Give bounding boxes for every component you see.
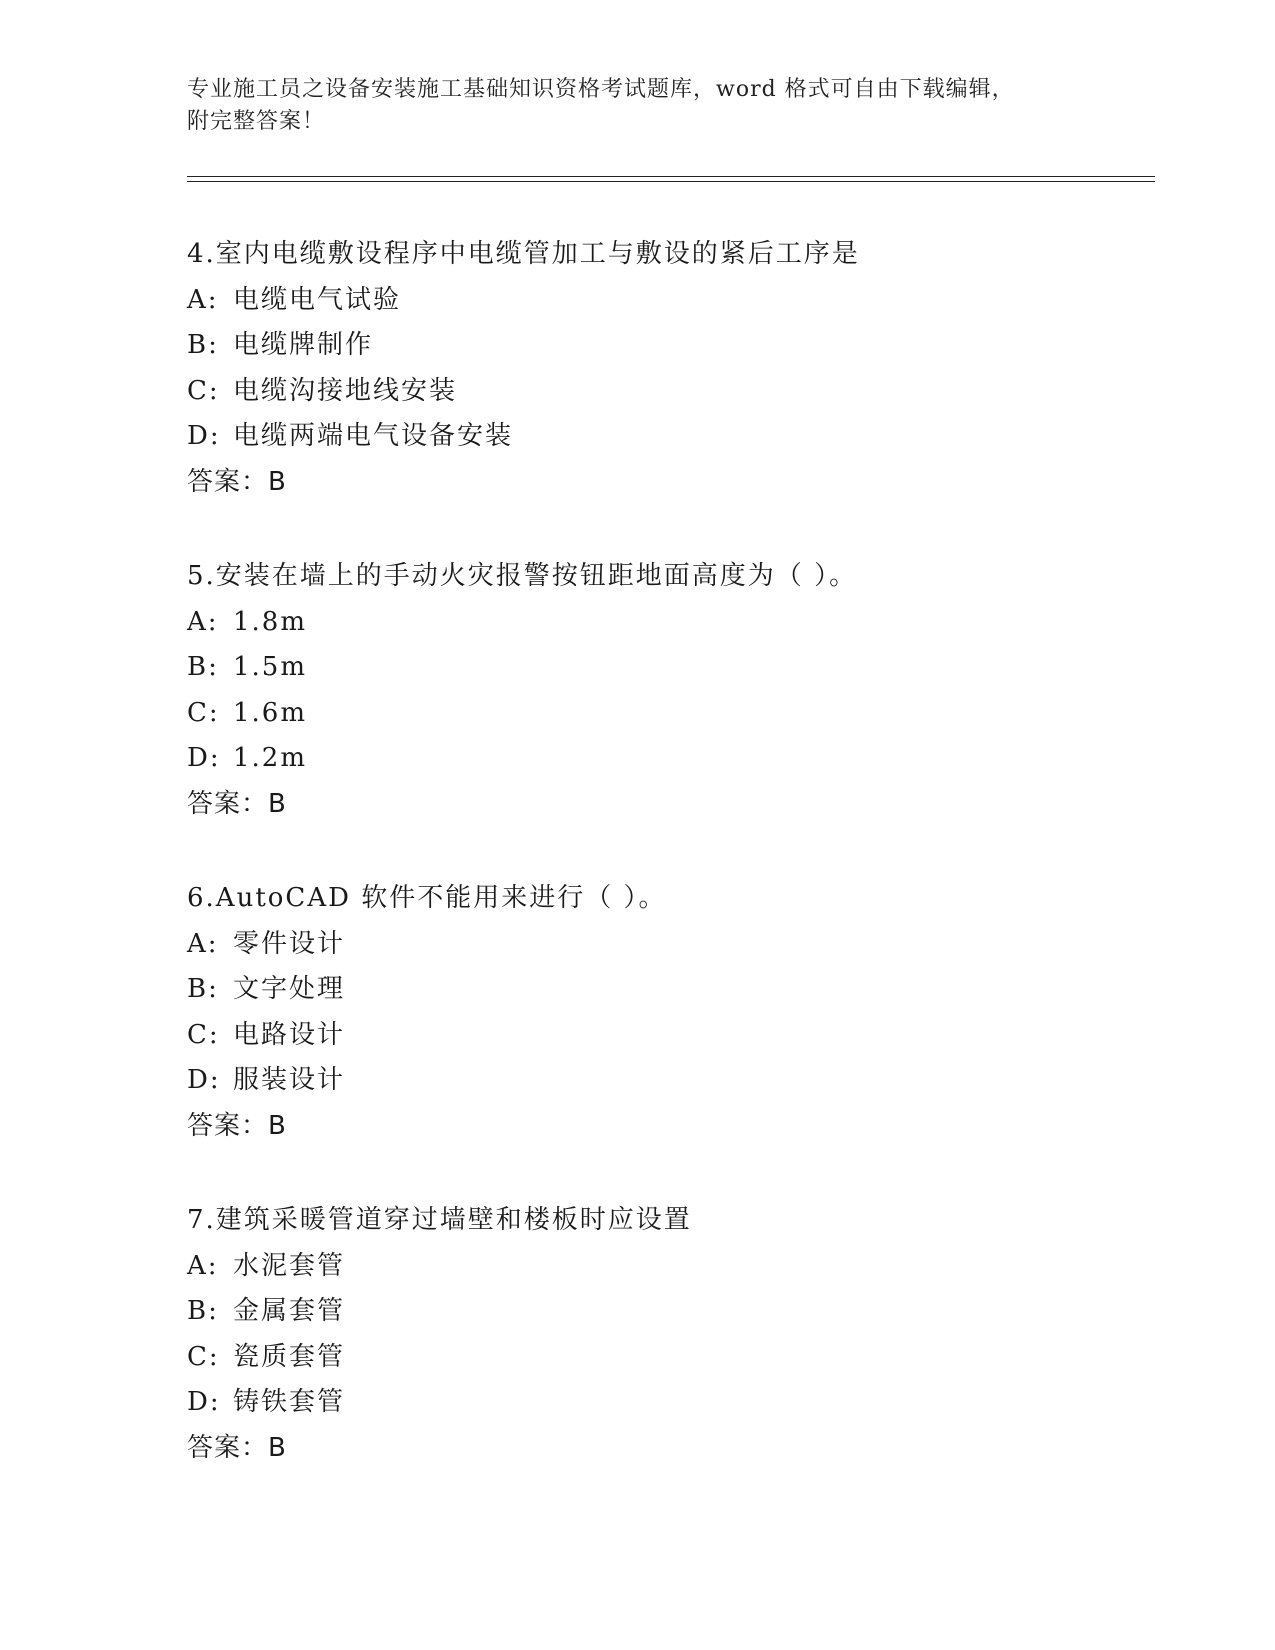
option-c: [187, 375, 1147, 407]
option-text: 电缆沟接地线安装: [233, 375, 458, 406]
option-letter: C:: [187, 697, 220, 728]
question-stem: 5.安装在墙上的手动火灾报警按钮距地面高度为（ ）。: [187, 561, 858, 591]
option-a: [187, 284, 1147, 316]
question-stem: 7.建筑采暖管道穿过墙壁和楼板时应设置: [187, 1205, 692, 1235]
option-text: 1.5m: [233, 652, 308, 682]
question-4: [187, 238, 1147, 498]
option-letter: B:: [187, 652, 219, 682]
option-c: [187, 697, 1147, 729]
option-text: 1.6m: [233, 697, 308, 728]
header-divider-top: [187, 176, 1155, 177]
option-letter: A:: [187, 1250, 219, 1281]
header-line-2: 附完整答案！: [187, 109, 326, 134]
option-text: 服装设计: [233, 1065, 346, 1095]
option-text: 文字处理: [233, 974, 346, 1004]
option-a: [187, 1250, 1147, 1282]
question-stem: 6.AutoCAD 软件不能用来进行（ ）。: [187, 883, 667, 913]
option-b: [187, 973, 1147, 1005]
option-a: [187, 928, 1147, 960]
option-d: [187, 420, 1147, 452]
option-c: [187, 1019, 1147, 1051]
option-text: 零件设计: [233, 928, 346, 959]
option-c: [187, 1341, 1147, 1373]
option-text: 水泥套管: [233, 1250, 346, 1281]
option-text: 电缆牌制作: [233, 330, 374, 360]
question-stem: 4.室内电缆敷设程序中电缆管加工与敷设的紧后工序是: [187, 239, 860, 269]
option-letter: B:: [187, 330, 219, 360]
option-text: 1.2m: [233, 743, 308, 773]
option-letter: D:: [187, 743, 221, 773]
option-text: 电缆电气试验: [233, 284, 402, 315]
option-letter: C:: [187, 1341, 220, 1372]
option-letter: D:: [187, 1387, 221, 1417]
option-text: 1.8m: [233, 606, 308, 637]
option-letter: D:: [187, 421, 221, 451]
option-b: [187, 1295, 1147, 1327]
header-divider-bottom: [187, 181, 1155, 182]
option-text: 铸铁套管: [233, 1387, 346, 1417]
option-text: 电缆两端电气设备安装: [233, 421, 514, 451]
option-letter: D:: [187, 1065, 221, 1095]
option-letter: C:: [187, 1019, 220, 1050]
option-letter: A:: [187, 284, 219, 315]
answer: 答案：B: [187, 466, 287, 497]
document-header: [187, 74, 1087, 138]
option-d: [187, 742, 1147, 774]
question-7: [187, 1204, 1147, 1464]
question-6: [187, 882, 1147, 1142]
option-text: 瓷质套管: [233, 1341, 346, 1372]
answer: 答案：B: [187, 1110, 287, 1141]
answer: 答案：B: [187, 788, 287, 819]
option-text: 金属套管: [233, 1296, 346, 1326]
option-letter: C:: [187, 375, 220, 406]
option-letter: A:: [187, 606, 219, 637]
answer: 答案：B: [187, 1432, 287, 1463]
question-5: [187, 560, 1147, 820]
option-letter: B:: [187, 974, 219, 1004]
option-b: [187, 651, 1147, 683]
option-b: [187, 329, 1147, 361]
option-d: [187, 1064, 1147, 1096]
option-letter: A:: [187, 928, 219, 959]
option-a: [187, 606, 1147, 638]
option-letter: B:: [187, 1296, 219, 1326]
option-text: 电路设计: [233, 1019, 346, 1050]
header-line-1: 专业施工员之设备安装施工基础知识资格考试题库，word 格式可自由下载编辑，: [187, 77, 1015, 102]
option-d: [187, 1386, 1147, 1418]
